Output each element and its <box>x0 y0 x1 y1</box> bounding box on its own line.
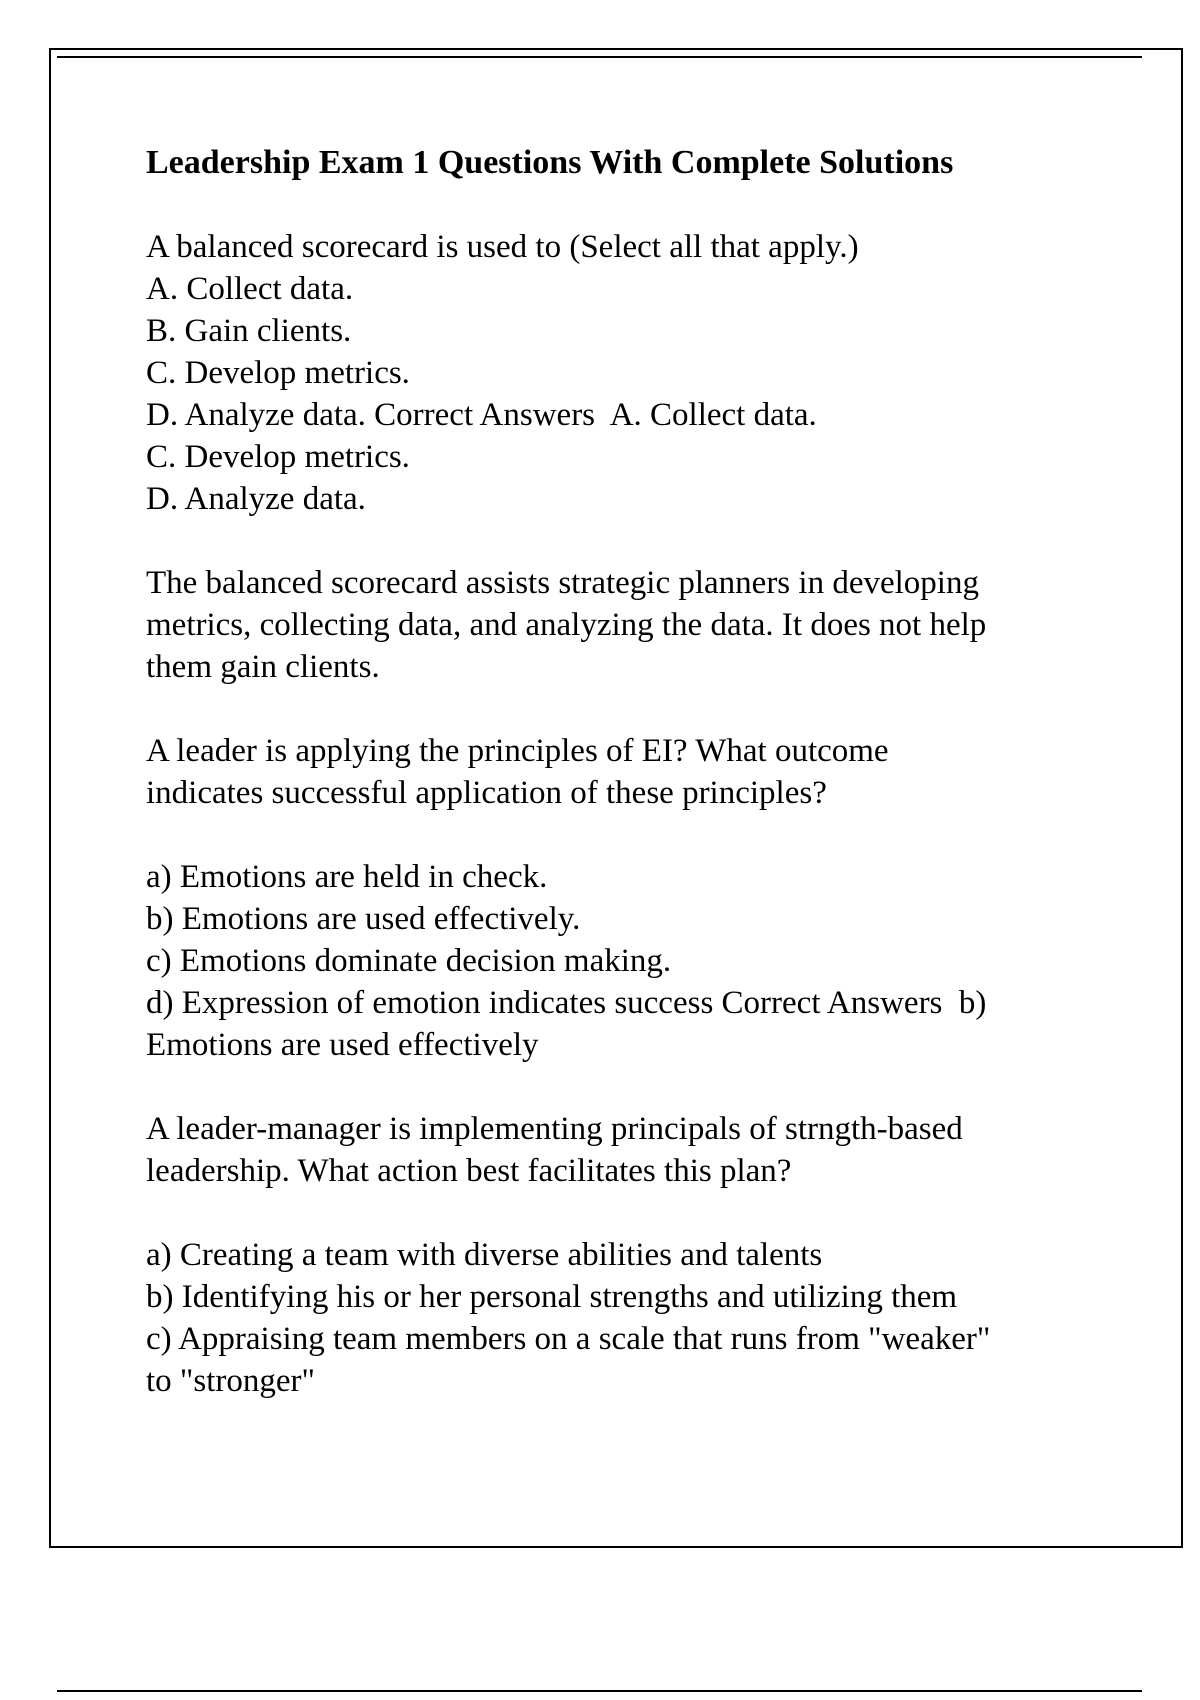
document-body <box>146 142 1106 1444</box>
question-3-option-a: a) Creating a team with diverse abilities and talents <box>146 1237 823 1273</box>
question-2-option-b: b) Emotions are used effectively. <box>146 901 581 937</box>
question-3-option-c-continuation: to "stronger" <box>146 1363 315 1399</box>
question-1 <box>146 226 1106 520</box>
question-2-stem <box>146 730 1106 814</box>
rationale-line: metrics, collecting data, and analyzing the data. It does not help <box>146 607 987 643</box>
question-3-option-c: c) Appraising team members on a scale that runs from "weaker" <box>146 1321 991 1357</box>
question-2-stem-line: A leader is applying the principles of EI? What outcome <box>146 733 889 769</box>
rationale-line: The balanced scorecard assists strategic planners in developing <box>146 565 979 601</box>
question-1-option-d-answer: D. Analyze data. Correct Answers A. Collect data. <box>146 397 817 433</box>
document-title: Leadership Exam 1 Questions With Complete Solutions <box>146 144 954 181</box>
question-2-option-d-answer: d) Expression of emotion indicates success Correct Answers b) <box>146 985 987 1021</box>
question-2-stem-line: indicates successful application of these principles? <box>146 775 827 811</box>
question-2-option-a: a) Emotions are held in check. <box>146 859 548 895</box>
question-1-option-c: C. Develop metrics. <box>146 355 410 391</box>
question-3-stem-line: leadership. What action best facilitates this plan? <box>146 1153 792 1189</box>
question-3-option-b: b) Identifying his or her personal strengths and utilizing them <box>146 1279 958 1315</box>
header-rule <box>57 56 1142 58</box>
question-1-stem: A balanced scorecard is used to (Select all that apply.) <box>146 229 859 265</box>
footer-rule <box>57 1690 1142 1692</box>
question-2-options <box>146 856 1106 1066</box>
question-1-option-a: A. Collect data. <box>146 271 354 307</box>
question-1-rationale <box>146 562 1106 688</box>
question-1-option-b: B. Gain clients. <box>146 313 352 349</box>
question-2-answer-continuation: Emotions are used effectively <box>146 1027 539 1063</box>
question-3-stem-line: A leader-manager is implementing principals of strngth-based <box>146 1111 963 1147</box>
question-1-answer-c: C. Develop metrics. <box>146 439 410 475</box>
question-3-options <box>146 1234 1106 1402</box>
question-3-stem <box>146 1108 1106 1192</box>
rationale-line: them gain clients. <box>146 649 380 685</box>
question-1-answer-d: D. Analyze data. <box>146 481 366 517</box>
question-2-option-c: c) Emotions dominate decision making. <box>146 943 672 979</box>
